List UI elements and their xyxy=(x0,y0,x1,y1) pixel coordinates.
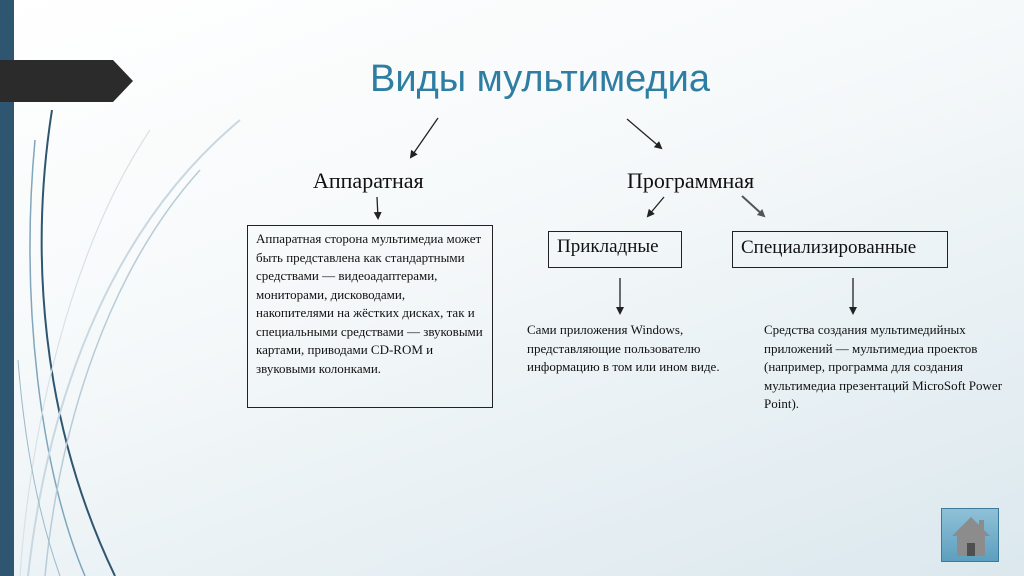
hardware-heading: Аппаратная xyxy=(313,168,424,193)
specialized-box xyxy=(732,231,948,268)
specialized-label: Специализированные xyxy=(741,237,917,258)
software-heading: Программная xyxy=(627,168,755,193)
applied-description: Сами приложения Windows, представляющие пользователю информацию в том или ином виде. xyxy=(527,322,720,374)
applied-label: Прикладные xyxy=(557,236,659,257)
home-icon xyxy=(942,509,1000,563)
specialized-description: Средства создания мультимедийных приложений — мультимедиа проектов (например, программа для создания мультимедиа презентаций MicroSoft Power Point). xyxy=(764,322,1003,411)
slide-title: Виды мультимедиа xyxy=(370,58,710,100)
home-button[interactable] xyxy=(941,508,999,562)
hardware-description: Аппаратная сторона мультимедиа может быть представлена как стандартными средствами — видеоадаптерами, мониторами, дисководами, накопителями на жёстких дисках, так и специальными средствами — звуковыми картами, приводами CD-ROM и звуковыми колонками. xyxy=(256,231,483,376)
applied-box xyxy=(548,231,682,268)
hardware-description-box xyxy=(247,225,493,408)
